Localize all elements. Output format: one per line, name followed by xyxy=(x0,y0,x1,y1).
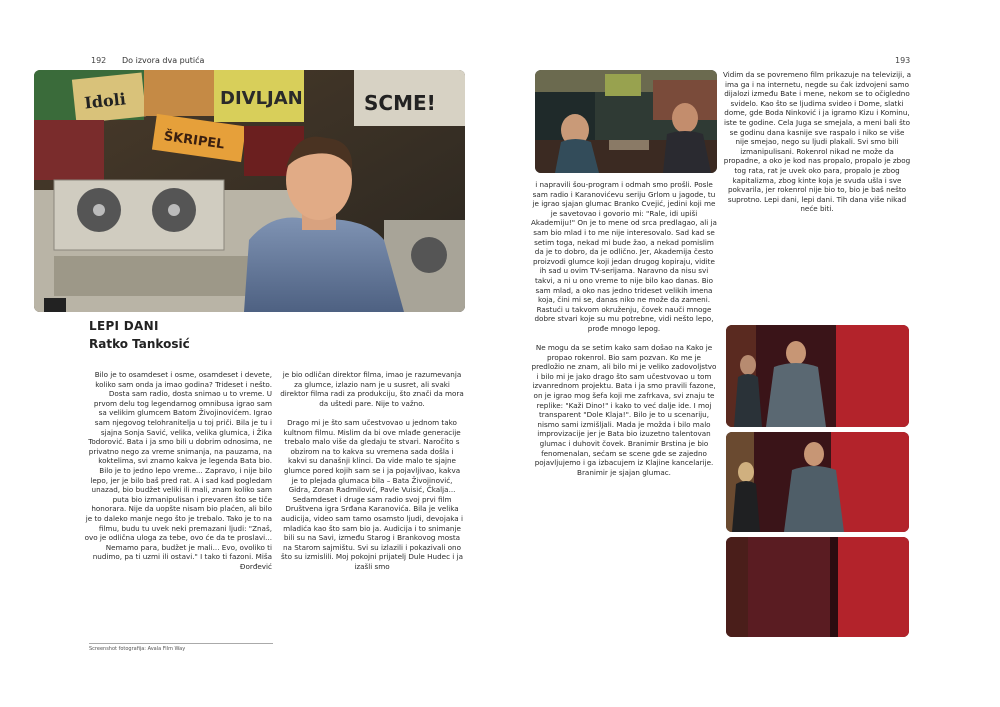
film-still-2 xyxy=(726,432,909,532)
film-still-2-illustration xyxy=(726,432,909,532)
poster-idoli: Idoli xyxy=(83,89,127,113)
paragraph: Drago mi je što sam učestvovao u jednom tako kultnom filmu. Mislim da bi ove mlađe generacije trebalo malo više da gledaju te stvari. Naročito s obzirom na to kakva su vremena sada došla i kakvi su današnji klinci. Da vide malo te sjajne glumce pored kojih sam se i ja pojavljivao, kakva je to plejada glumaca bila – Bata Živojinović, Gidra, Zoran Radmilović, Pavle Vuisić, Čkalja... Sedamdeset i druge sam radio svoj prvi film Društvena igra Srđana Karanovića. Bila je velika audicija, video sam tamo osamsto ljudi, devojaka i mladića kao što sam bio ja. Audicija i to snimanje bili su na Savi, između Starog i Brankovog mosta na Starom sajmištu. Svi su izlazili i pokazivali ono što su izmislili. Moj pokojni prijatelj Dule Hudec i ja izašli smo xyxy=(281,417,463,571)
article-author: Ratko Tankosić xyxy=(89,337,190,351)
right-page-number: 193 xyxy=(895,56,911,65)
poster-scme: SCME! xyxy=(364,91,436,115)
paragraph: Vidim da se povremeno film prikazuje na televiziji, a ima ga i na internetu, negde su čak izdvojeni samo dijalozi između Bate i mene, nekom se to očigledno svidelo. Kao što se ljudima svideo i Dome, slatki dome, gde Boda Ninković i ja igramo Kizu i Kominu, iste te godine. Cela Juga se smejala, a meni bali što se godinu dana kasnije sve raspalo i niko se više nije smejao, nego su ljudi plakali. Svi smo bili izmanipulisani. Rokenrol nikad ne može da propadne, a oko je kod nas propalo, propalo je zbog tog rata, rat je uvek oko para, propalo je zbog kapitalizma, zbog kinte koja je svuda ušla i sve pokvarila, jer rokenrol nije bio to, bio je baš nešto suprotno. Lepi dani, lepi dani. Tih dana više nikad neće biti. xyxy=(722,70,912,214)
left-column-2 xyxy=(280,370,464,581)
film-still-1 xyxy=(726,325,909,427)
photo-credit: Screenshot fotografija: Avala Film Way xyxy=(89,646,186,652)
chapter-title: Do izvora dva putića xyxy=(122,56,205,65)
office-photo-illustration xyxy=(535,70,717,173)
article-title: LEPI DANI xyxy=(89,319,159,333)
main-photo-illustration xyxy=(34,70,465,312)
left-page-number: 192 xyxy=(91,56,107,65)
film-still-3 xyxy=(726,537,909,637)
paragraph: Bilo je to osamdeset i osme, osamdeset i devete, koliko sam onda ja imao godina? Trideset i nešto. Dosta sam radio, dosta snimao u to vreme. U prvom delu tog legendarnog omnibusa igrao sam sa velikim glumcem Batom Živojinovićem. Igrao sam njegovog telohranitelja u toj priči. Bila je tu i sjajna Sonja Savić, velika, velika glumica, i Žika Todorović. Bata i ja smo bili u dobrim odnosima, ne privatno nego za vreme snimanja, na pauzama, na koktelima, svi znamo kakva je legenda Bata bio. Bilo je to jedno lepo vreme... Zapravo, i nije bilo lepo, jer je bilo baš pred rat. A i sad kad pogledam unazad, bio budžet veliki ili mali, znam koliko sam puta bio izmanipulisan i prevaren što se tiče honorara. Nije da uopšte nisam bio plaćen, ali bilo je to daleko manje nego što je trebalo. Tako je to na filmu, budu tu uvek neki premazani ljudi: "Znaš, ovo je odlična uloga za tebe, ovo će da te proslavi... Nemamo para, budžet je mali... Evo, ovoliko ti nudimo, pa ti uzmi ili ostavi." I tako ti fazoni. Miša Đorđević xyxy=(84,370,272,571)
office-photo xyxy=(535,70,717,173)
paragraph: Ne mogu da se setim kako sam došao na Kako je propao rokenrol. Bio sam pozvan. Ko me je predložio ne znam, ali bilo mi je veliko zadovoljstvo i bilo mi je jako drago što sam učestvovao u tom izvanrednom projektu. Bata i ja smo pravili fazone, on je igrao mog šefa koji me zafrkava, svi znaju te replike: "Kaži Dino!" i kako to već dalje ide. I moj transparent "Dole Klaja!". Bilo je to u scenariju, nismo sami izmišljali. Mada je možda i bilo malo improvizacije jer je Bata bio izuzetno talentovan glumac i duhovit čovek. Branimir Brstina je bio fenomenalan, sećam se scene gde se zajedno pojavljujemo i ga izbacujem iz Klajine kancelarije. Branimir je sjajan glumac. xyxy=(531,343,717,477)
poster-skripel: ŠKRIPEL xyxy=(162,129,226,153)
caption-rule xyxy=(89,643,273,644)
paragraph: i napravili šou-program i odmah smo prošli. Posle sam radio i Karanovićevu seriju Grlom u jagode, tu je igrao sjajan glumac Branko Cvejić, jedini koji me je savetovao i govorio mi: "Rale, idi upiši Akademiju!" On je to mene od srca predlagao, ali ja sam bio mlad i to me nije interesovalo. Sad kad se setim toga, nekad mi bude žao, a nekad pomislim da je to dobro, da je odlično. Jer, Akademija često proizvodi glumce koji jedan drugog kopiraju, vidite ih sad u ovim TV-serijama. Naravno da nisu svi takvi, a ni u ono vreme to nije bilo kao danas. Bio sam mlad, a oko nas jedno trideset velikih imena koja, čini mi se, danas niko ne može da zameni. Rastući u takvom okruženju, čovek nauči mnoge dobre stvari koje su mu potrebne, vidi nešto lepo, prođe mnogo lepog. xyxy=(531,180,717,333)
film-still-3-illustration xyxy=(726,537,909,637)
main-photo xyxy=(34,70,465,312)
left-column-1 xyxy=(84,370,272,581)
poster-divljan: DIVLJAN xyxy=(220,88,303,109)
right-column-1 xyxy=(530,180,718,487)
right-column-2 xyxy=(722,70,912,224)
film-still-1-illustration xyxy=(726,325,909,427)
paragraph: je bio odličan direktor filma, imao je razumevanja za glumce, izlazio nam je u susret, ali svaki direktor filma radi za produkciju, što znači da mora da uštedi pare. Nije to važno. xyxy=(280,370,464,408)
